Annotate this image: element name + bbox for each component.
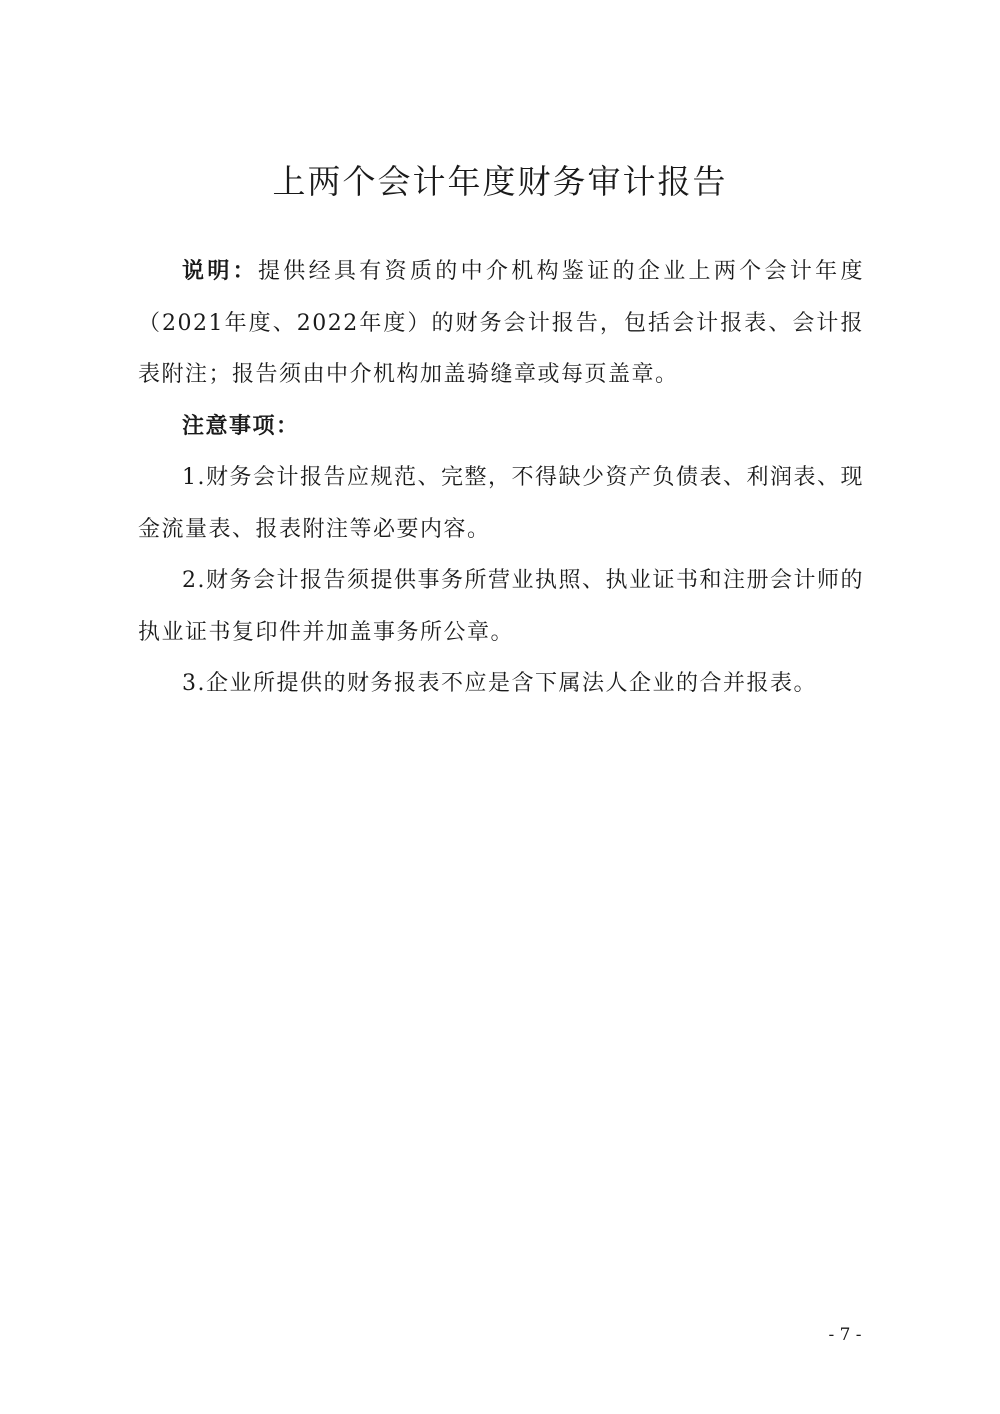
document-body <box>138 246 864 710</box>
note-item: 1.财务会计报告应规范、完整，不得缺少资产负债表、利润表、现金流量表、报表附注等必要内容。 <box>138 465 864 542</box>
document-title: 上两个会计年度财务审计报告 <box>272 162 728 202</box>
note-item: 3.企业所提供的财务报表不应是含下属法人企业的合并报表。 <box>182 671 817 696</box>
notes-heading: 注意事项： <box>182 412 300 439</box>
note-item: 2.财务会计报告须提供事务所营业执照、执业证书和注册会计师的执业证书复印件并加盖事务所公章。 <box>138 568 864 645</box>
page-number: - 7 - <box>828 1325 862 1345</box>
description-paragraph <box>138 246 864 401</box>
description-text: 提供经具有资质的中介机构鉴证的企业上两个会计年度（2021年度、2022年度）的财务会计报告，包括会计报表、会计报表附注；报告须由中介机构加盖骑缝章或每页盖章。 <box>138 259 864 387</box>
description-label: 说明： <box>182 258 258 284</box>
